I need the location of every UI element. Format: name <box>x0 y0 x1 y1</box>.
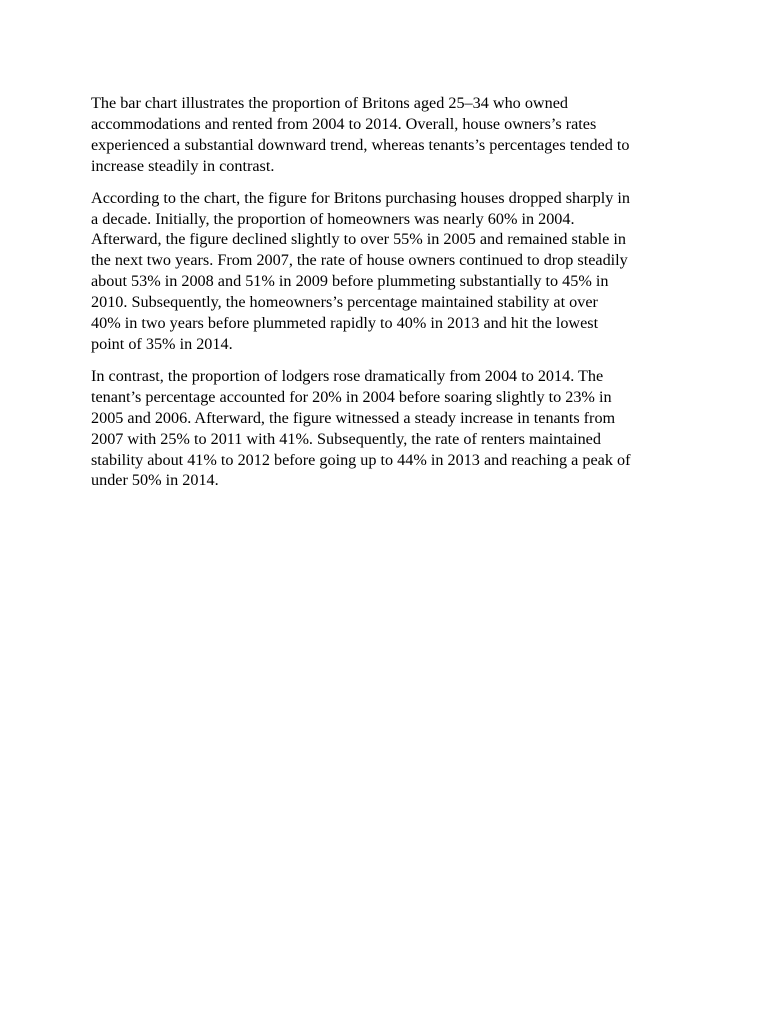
text-line: In contrast, the proportion of lodgers rose dramatically from 2004 to 2014. The <box>91 366 604 385</box>
text-line: the next two years. From 2007, the rate of house owners continued to drop steadily <box>91 251 628 270</box>
text-line: The bar chart illustrates the proportion of Britons aged 25–34 who owned <box>91 94 568 112</box>
text-line: 40% in two years before plummeted rapidly to 40% in 2013 and hit the lowest <box>91 314 599 333</box>
text-line: a decade. Initially, the proportion of homeowners was nearly 60% in 2004. <box>91 209 575 228</box>
paragraph-renters <box>91 366 683 491</box>
text-line: 2010. Subsequently, the homeowners’s percentage maintained stability at over <box>91 293 598 312</box>
text-line: experienced a substantial downward trend, whereas tenants’s percentages tended to <box>91 135 630 154</box>
text-line: about 53% in 2008 and 51% in 2009 before plummeting substantially to 45% in <box>91 272 609 291</box>
text-line: 2007 with 25% to 2011 with 41%. Subsequently, the rate of renters maintained <box>91 429 601 448</box>
text-line: tenant’s percentage accounted for 20% in 2004 before soaring slightly to 23% in <box>91 387 612 406</box>
text-line: increase steadily in contrast. <box>91 156 275 175</box>
paragraph-intro <box>91 93 683 177</box>
text-line: point of 35% in 2014. <box>91 334 233 353</box>
text-line: According to the chart, the figure for Britons purchasing houses dropped sharply in <box>91 188 631 207</box>
paragraph-homeowners <box>91 188 683 355</box>
text-line: under 50% in 2014. <box>91 471 219 490</box>
text-line: accommodations and rented from 2004 to 2014. Overall, house owners’s rates <box>91 114 597 133</box>
text-line: 2005 and 2006. Afterward, the figure witnessed a steady increase in tenants from <box>91 408 616 427</box>
document-body <box>91 93 683 502</box>
text-line: stability about 41% to 2012 before going up to 44% in 2013 and reaching a peak of <box>91 450 631 469</box>
text-line: Afterward, the figure declined slightly to over 55% in 2005 and remained stable in <box>91 230 626 249</box>
